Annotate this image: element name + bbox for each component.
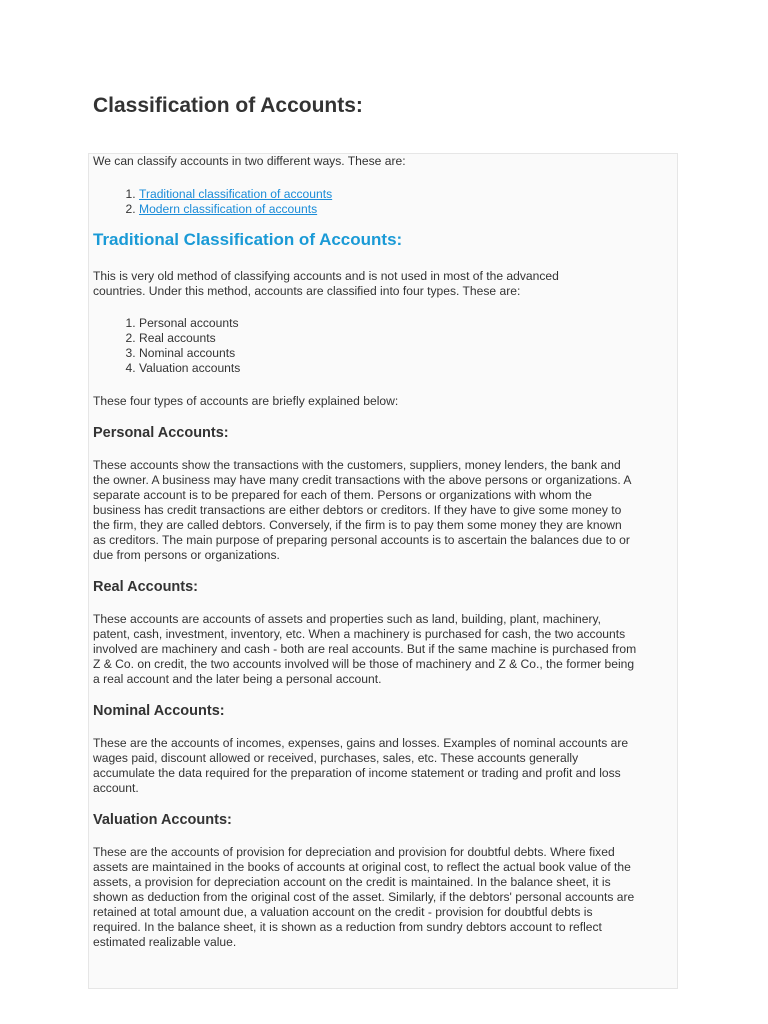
text-line: This is very old method of classifying accounts and is not used in most of the advanced (93, 269, 559, 283)
text-line: accumulate the data required for the preparation of income statement or trading and profit and loss (93, 766, 621, 780)
text-line: assets, a provision for depreciation account on the credit is maintained. In the balance sheet, it is (93, 875, 611, 889)
text-line: shown as deduction from the original cost of the asset. Similarly, if the debtors' personal accounts are (93, 890, 635, 904)
text-line: wages paid, discount allowed or received, purchases, sales, etc. These accounts generally (93, 751, 579, 765)
text-line: required. In the balance sheet, it is shown as a reduction from sundry debtors account to reflect (93, 920, 602, 934)
article-content (93, 154, 677, 950)
text-line: countries. Under this method, accounts are classified into four types. These are: (93, 284, 521, 298)
text-line: separate account is to be prepared for each of them. Persons or organizations with whom the (93, 488, 592, 502)
traditional-heading: Traditional Classification of Accounts: (93, 230, 403, 249)
list-item (139, 202, 677, 217)
text-line: These are the accounts of incomes, expenses, gains and losses. Examples of nominal accounts are (93, 736, 629, 750)
text-line: business has credit transactions are either debtors or creditors. If they have to give some money to (93, 503, 622, 517)
list-item: 3. Nominal accounts (139, 346, 677, 361)
traditional-description (93, 269, 677, 299)
text-line: patent, cash, investment, inventory, etc. When a machinery is purchased for cash, the two accounts (93, 627, 626, 641)
text-line: account. (93, 781, 139, 795)
nominal-accounts-text (93, 736, 677, 796)
text-line: due from persons or organizations. (93, 548, 280, 562)
valuation-accounts-text (93, 845, 677, 950)
text-line: involved are machinery and cash - both are real accounts. But if the same machine is purchased from (93, 642, 637, 656)
text-line: a real account and the later being a personal account. (93, 672, 382, 686)
real-accounts-text (93, 612, 677, 687)
account-types-list (93, 316, 677, 376)
text-line: estimated realizable value. (93, 935, 237, 949)
list-item: 2. Real accounts (139, 331, 677, 346)
list-item (139, 187, 677, 202)
text-line: These accounts show the transactions with the customers, suppliers, money lenders, the bank and (93, 458, 621, 472)
explained-text: These four types of accounts are briefly explained below: (93, 394, 399, 408)
real-accounts-heading: Real Accounts: (93, 579, 199, 595)
intro-text: We can classify accounts in two different ways. These are: (93, 154, 406, 168)
text-line: These are the accounts of provision for depreciation and provision for doubtful debts. Where fixed (93, 845, 615, 859)
text-line: the owner. A business may have many credit transactions with the above persons or organizations. A (93, 473, 632, 487)
nominal-accounts-heading: Nominal Accounts: (93, 703, 225, 719)
text-line: These accounts are accounts of assets and properties such as land, building, plant, machinery, (93, 612, 602, 626)
personal-accounts-text (93, 458, 677, 563)
text-line: Z & Co. on credit, the two accounts involved will be those of machinery and Z & Co., the former being (93, 657, 635, 671)
personal-accounts-heading: Personal Accounts: (93, 425, 229, 441)
text-line: the firm, they are called debtors. Conversely, if the firm is to pay them some money they are known (93, 518, 622, 532)
valuation-accounts-heading: Valuation Accounts: (93, 812, 232, 828)
text-line: retained at total amount due, a valuation account on the credit - provision for doubtful debts is (93, 905, 593, 919)
list-item: 4. Valuation accounts (139, 361, 677, 376)
text-line: as creditors. The main purpose of preparing personal accounts is to ascertain the balances due to or (93, 533, 630, 547)
traditional-classification-link[interactable]: Traditional classification of accounts (139, 187, 333, 201)
page-title: Classification of Accounts: (93, 94, 363, 117)
list-item: 1. Personal accounts (139, 316, 677, 331)
text-line: assets are maintained in the books of accounts at original cost, to reflect the actual book value of the (93, 860, 631, 874)
classification-ways-list (93, 187, 677, 217)
modern-classification-link[interactable]: Modern classification of accounts (139, 202, 318, 216)
